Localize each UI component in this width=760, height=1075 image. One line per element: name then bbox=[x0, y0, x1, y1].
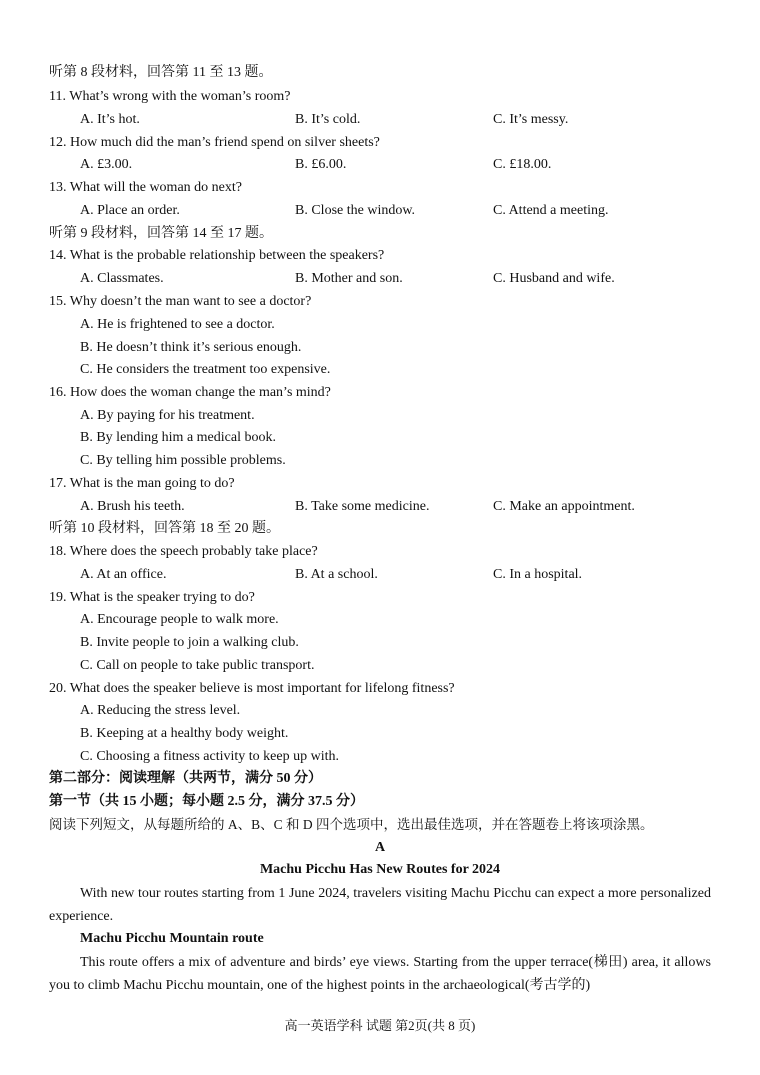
option-11-a: A. It’s hot. bbox=[80, 112, 140, 127]
option-15-a: A. He is frightened to see a doctor. bbox=[80, 317, 275, 332]
option-18-c: C. In a hospital. bbox=[493, 567, 583, 582]
option-13-a: A. Place an order. bbox=[80, 203, 180, 218]
part-2-title: 第二部分：阅读理解（共两节，满分 50 分） bbox=[49, 771, 322, 786]
option-15-c: C. He considers the treatment too expensive. bbox=[80, 362, 331, 377]
question-19: 19. What is the speaker trying to do? bbox=[49, 590, 255, 605]
option-15-b: B. He doesn’t think it’s serious enough. bbox=[80, 340, 302, 355]
passage-paragraph-1: With new tour routes starting from 1 June 2024, travelers visiting Machu Picchu can expect a more personalized experience. bbox=[49, 886, 711, 924]
option-13-b: B. Close the window. bbox=[295, 203, 416, 218]
question-11: 11. What’s wrong with the woman’s room? bbox=[49, 89, 291, 104]
part-2-section-1: 第一节（共 15 小题；每小题 2.5 分，满分 37.5 分） bbox=[49, 794, 364, 809]
option-14-c: C. Husband and wife. bbox=[493, 271, 615, 286]
option-14-a: A. Classmates. bbox=[80, 271, 164, 286]
option-11-b: B. It’s cold. bbox=[295, 112, 361, 127]
question-14: 14. What is the probable relationship between the speakers? bbox=[49, 248, 385, 263]
option-17-a: A. Brush his teeth. bbox=[80, 499, 185, 514]
passage-subheading: Machu Picchu Mountain route bbox=[80, 931, 264, 946]
page-footer: 高一英语学科 试题 第2页(共 8 页) bbox=[284, 1018, 476, 1033]
option-11-c: C. It’s messy. bbox=[493, 112, 569, 127]
question-15: 15. Why doesn’t the man want to see a doctor? bbox=[49, 294, 312, 309]
question-18: 18. Where does the speech probably take place? bbox=[49, 544, 318, 559]
passage-paragraph-2: This route offers a mix of adventure and birds’ eye views. Starting from the upper terrace(梯田) area, it allows you to climb Machu Picchu mountain, one of the highest points in the archaeological(考古学的) bbox=[49, 955, 711, 993]
option-16-b: B. By lending him a medical book. bbox=[80, 430, 276, 445]
section-10-header: 听第 10 段材料，回答第 18 至 20 题。 bbox=[49, 521, 280, 536]
option-19-a: A. Encourage people to walk more. bbox=[80, 612, 279, 627]
passage-label: A bbox=[374, 840, 386, 855]
passage-title: Machu Picchu Has New Routes for 2024 bbox=[259, 862, 501, 877]
option-19-b: B. Invite people to join a walking club. bbox=[80, 635, 299, 650]
option-19-c: C. Call on people to take public transport. bbox=[80, 658, 315, 673]
option-20-c: C. Choosing a fitness activity to keep up with. bbox=[80, 749, 339, 764]
option-18-a: A. At an office. bbox=[80, 567, 167, 582]
question-12: 12. How much did the man’s friend spend on silver sheets? bbox=[49, 135, 380, 150]
question-17: 17. What is the man going to do? bbox=[49, 476, 235, 491]
question-13: 13. What will the woman do next? bbox=[49, 180, 242, 195]
question-20: 20. What does the speaker believe is most important for lifelong fitness? bbox=[49, 681, 455, 696]
option-13-c: C. Attend a meeting. bbox=[493, 203, 609, 218]
option-18-b: B. At a school. bbox=[295, 567, 378, 582]
reading-instruction: 阅读下列短文，从每题所给的 A、B、C 和 D 四个选项中，选出最佳选项，并在答题卷上将该项涂黑。 bbox=[49, 817, 654, 832]
question-16: 16. How does the woman change the man’s mind? bbox=[49, 385, 331, 400]
option-12-c: C. £18.00. bbox=[493, 157, 552, 172]
option-12-b: B. £6.00. bbox=[295, 157, 347, 172]
option-17-b: B. Take some medicine. bbox=[295, 499, 430, 514]
option-20-b: B. Keeping at a healthy body weight. bbox=[80, 726, 289, 741]
option-14-b: B. Mother and son. bbox=[295, 271, 403, 286]
option-16-a: A. By paying for his treatment. bbox=[80, 408, 255, 423]
section-9-header: 听第 9 段材料，回答第 14 至 17 题。 bbox=[49, 226, 273, 241]
option-20-a: A. Reducing the stress level. bbox=[80, 703, 241, 718]
option-12-a: A. £3.00. bbox=[80, 157, 133, 172]
option-16-c: C. By telling him possible problems. bbox=[80, 453, 286, 468]
option-17-c: C. Make an appointment. bbox=[493, 499, 635, 514]
section-8-header: 听第 8 段材料，回答第 11 至 13 题。 bbox=[49, 65, 273, 80]
